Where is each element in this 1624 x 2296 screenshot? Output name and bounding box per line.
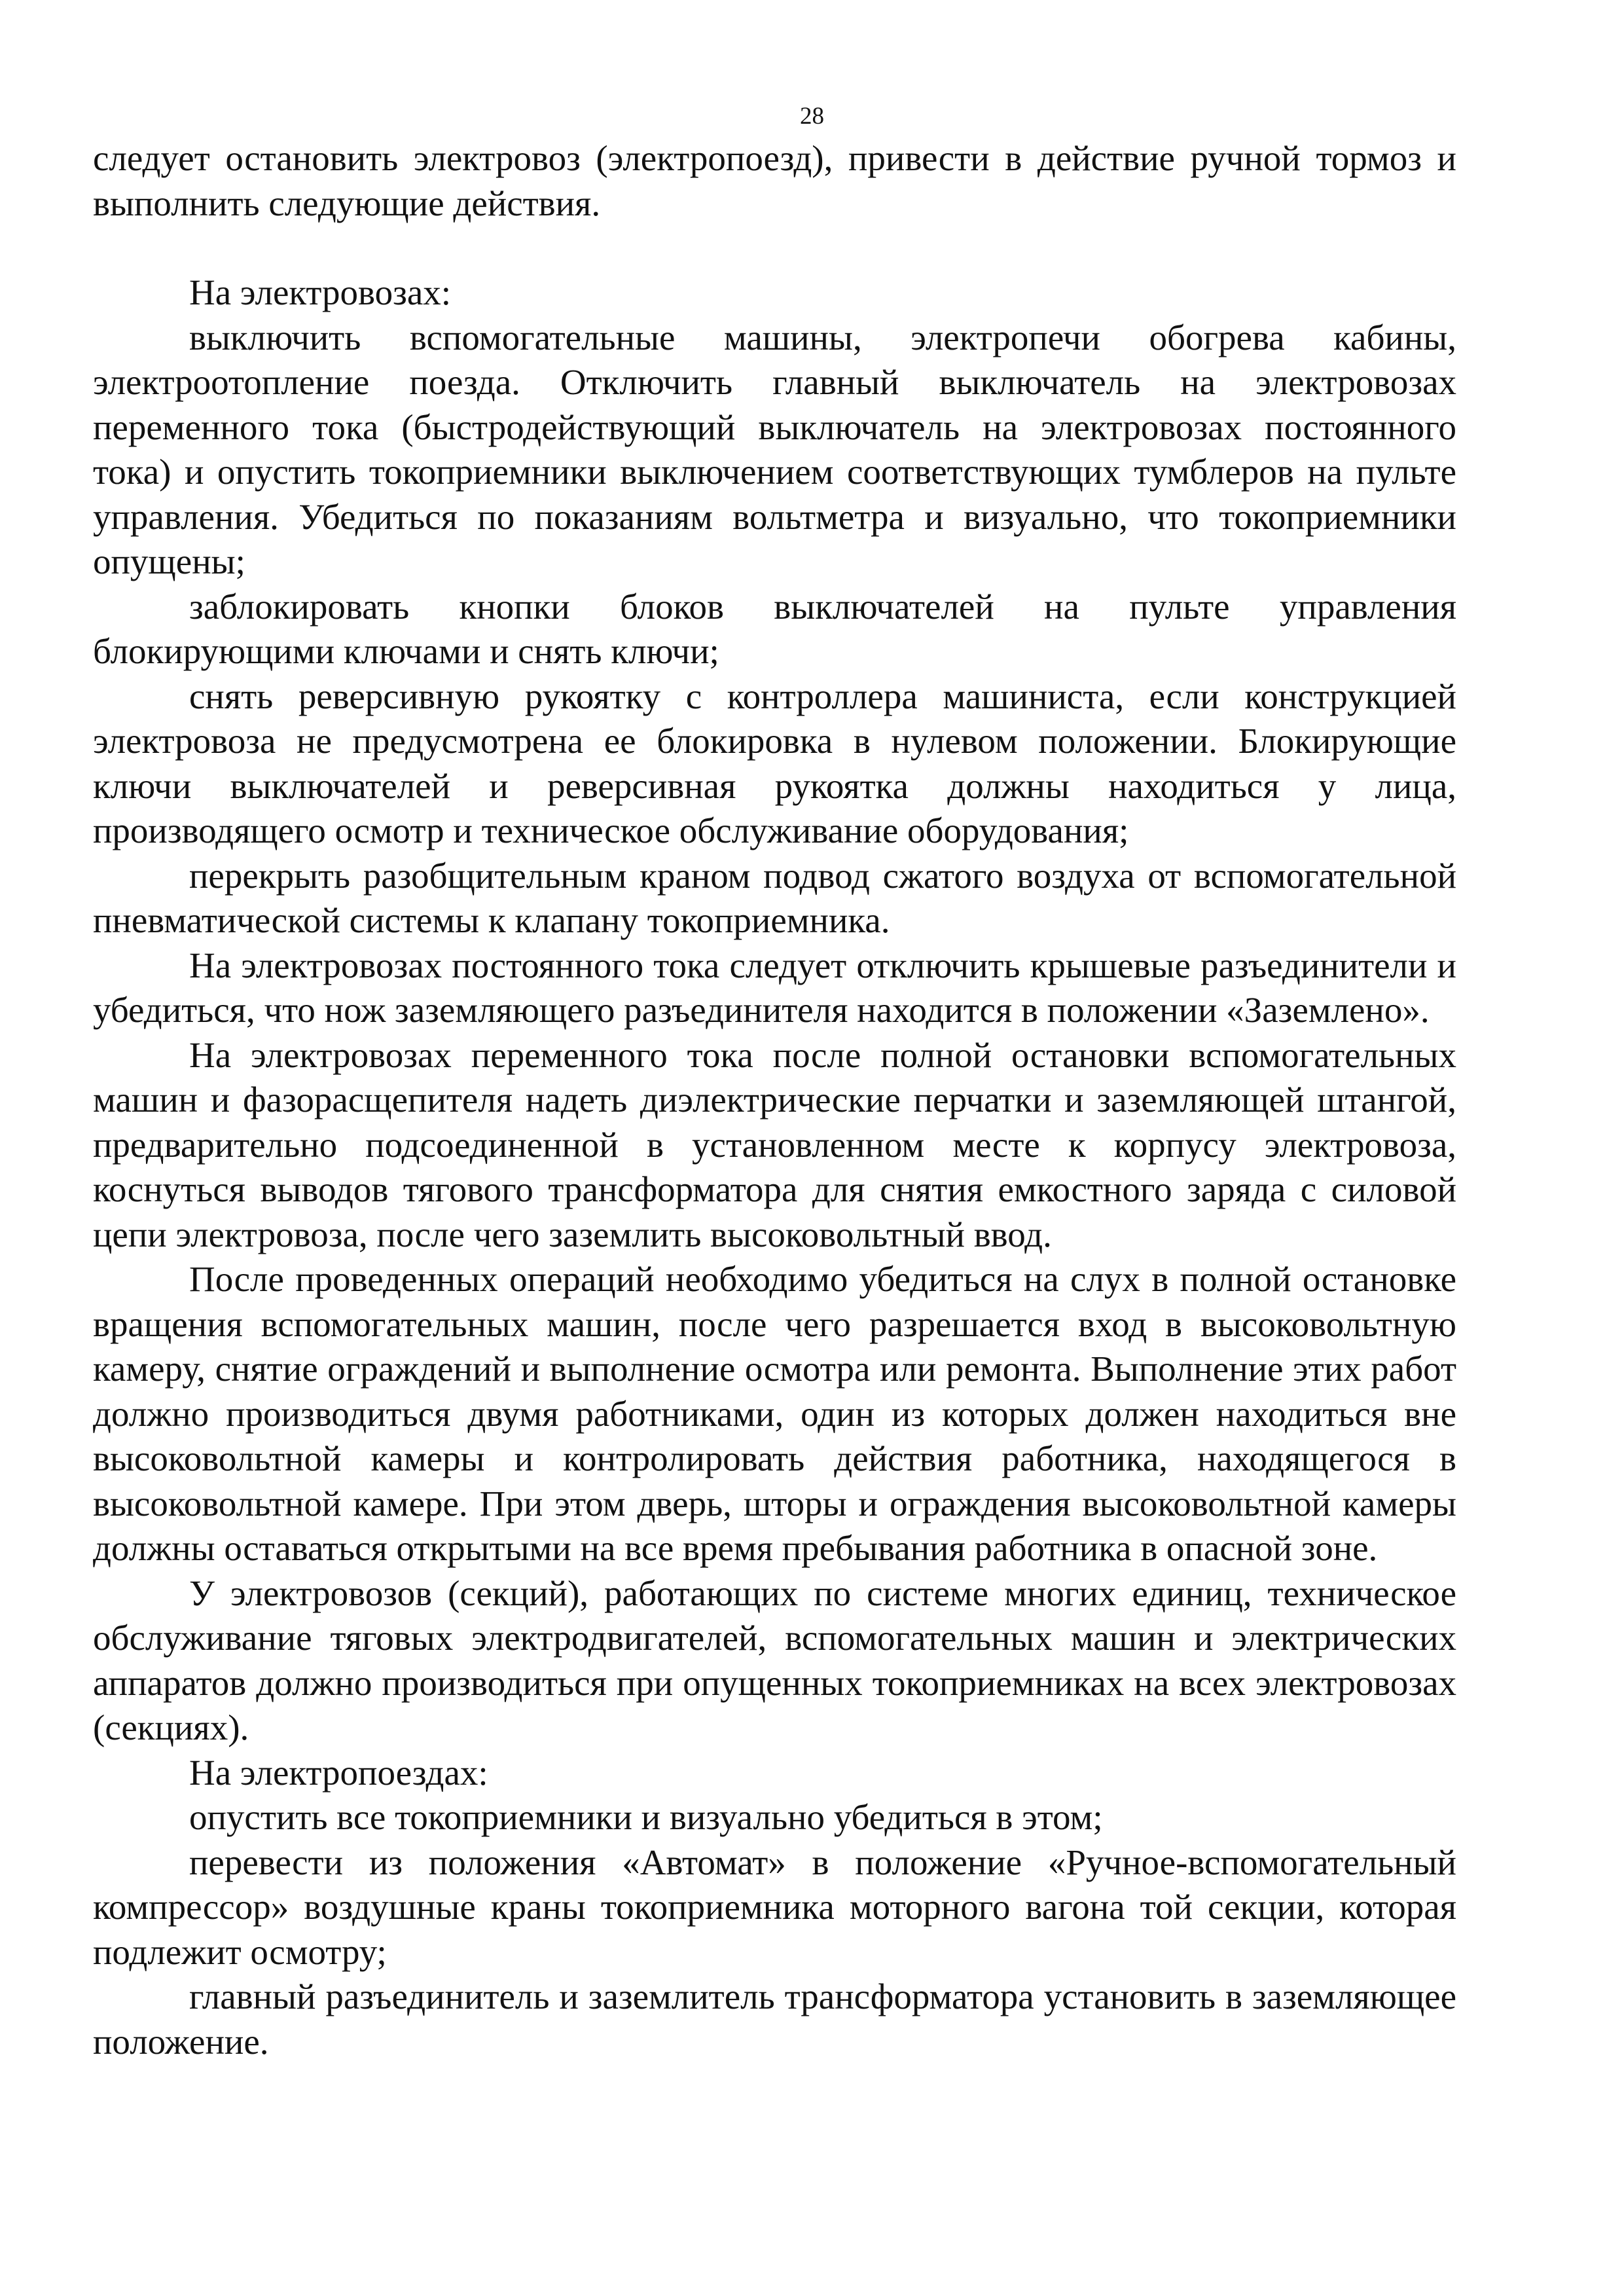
paragraph: На электровозах переменного тока после полной остановки вспомогательных машин и фазорасщепителя надеть диэлектрические перчатки и заземляющей штангой, предварительно подсоединенной в установленном месте к корпусу электровоза, коснуться выводов тягового трансформатора для снятия емкостного заряда с силовой цепи электровоза, после чего заземлить высоковольтный ввод. <box>93 1034 1456 1254</box>
paragraph: заблокировать кнопки блоков выключателей на пульте управления блокирующими ключами и снять ключи; <box>93 586 1456 671</box>
paragraph: выключить вспомогательные машины, электропечи обогрева кабины, электроотопление поезда. Отключить главный выключатель на электровозах переменного тока (быстродействующий выключатель на электровозах постоянного тока) и опустить токоприемники выключением соответствующих тумблеров на пульте управления. Убедиться по показаниям вольтметра и визуально, что токоприемники опущены; <box>93 317 1456 581</box>
document-body <box>93 136 1456 2064</box>
section-heading-electric-locomotives: На электровозах: <box>189 272 452 312</box>
paragraph: снять реверсивную рукоятку с контроллера машиниста, если конструкцией электровоза не предусмотрена ее блокировка в нулевом положении. Блокирующие ключи выключателей и реверсивная рукоятка должны находиться у лица, производящего осмотр и техническое обслуживание оборудования; <box>93 676 1456 850</box>
paragraph: опустить все токоприемники и визуально убедиться в этом; <box>189 1797 1103 1837</box>
paragraph: главный разъединитель и заземлитель трансформатора установить в заземляющее положение. <box>93 1977 1456 2062</box>
page-number: 28 <box>800 103 824 130</box>
section-heading-electric-trains: На электропоездах: <box>189 1752 488 1793</box>
paragraph-gap <box>93 226 1456 270</box>
paragraph: следует остановить электровоз (электропоезд), привести в действие ручной тормоз и выполнить следующие действия. <box>93 138 1456 223</box>
paragraph: перекрыть разобщительным краном подвод сжатого воздуха от вспомогательной пневматической системы к клапану токоприемника. <box>93 855 1456 940</box>
paragraph: На электровозах постоянного тока следует отключить крышевые разъединители и убедиться, что нож заземляющего разъединителя находится в положении «Заземлено». <box>93 945 1456 1030</box>
paragraph: После проведенных операций необходимо убедиться на слух в полной остановке вращения вспомогательных машин, после чего разрешается вход в высоковольтную камеру, снятие ограждений и выполнение осмотра или ремонта. Выполнение этих работ должно производиться двумя работниками, один из которых должен находиться вне высоковольтной камеры и контролировать действия работника, находящегося в высоковольтной камере. При этом дверь, шторы и ограждения высоковольтной камеры должны оставаться открытыми на все время пребывания работника в опасной зоне. <box>93 1259 1456 1568</box>
paragraph: перевести из положения «Автомат» в положение «Ручное-вспомогательный компрессор» воздушные краны токоприемника моторного вагона той секции, которая подлежит осмотру; <box>93 1842 1456 1972</box>
paragraph: У электровозов (секций), работающих по системе многих единиц, техническое обслуживание тяговых электродвигателей, вспомогательных машин и электрических аппаратов должно производиться при опущенных токоприемниках на всех электровозах (секциях). <box>93 1573 1456 1747</box>
